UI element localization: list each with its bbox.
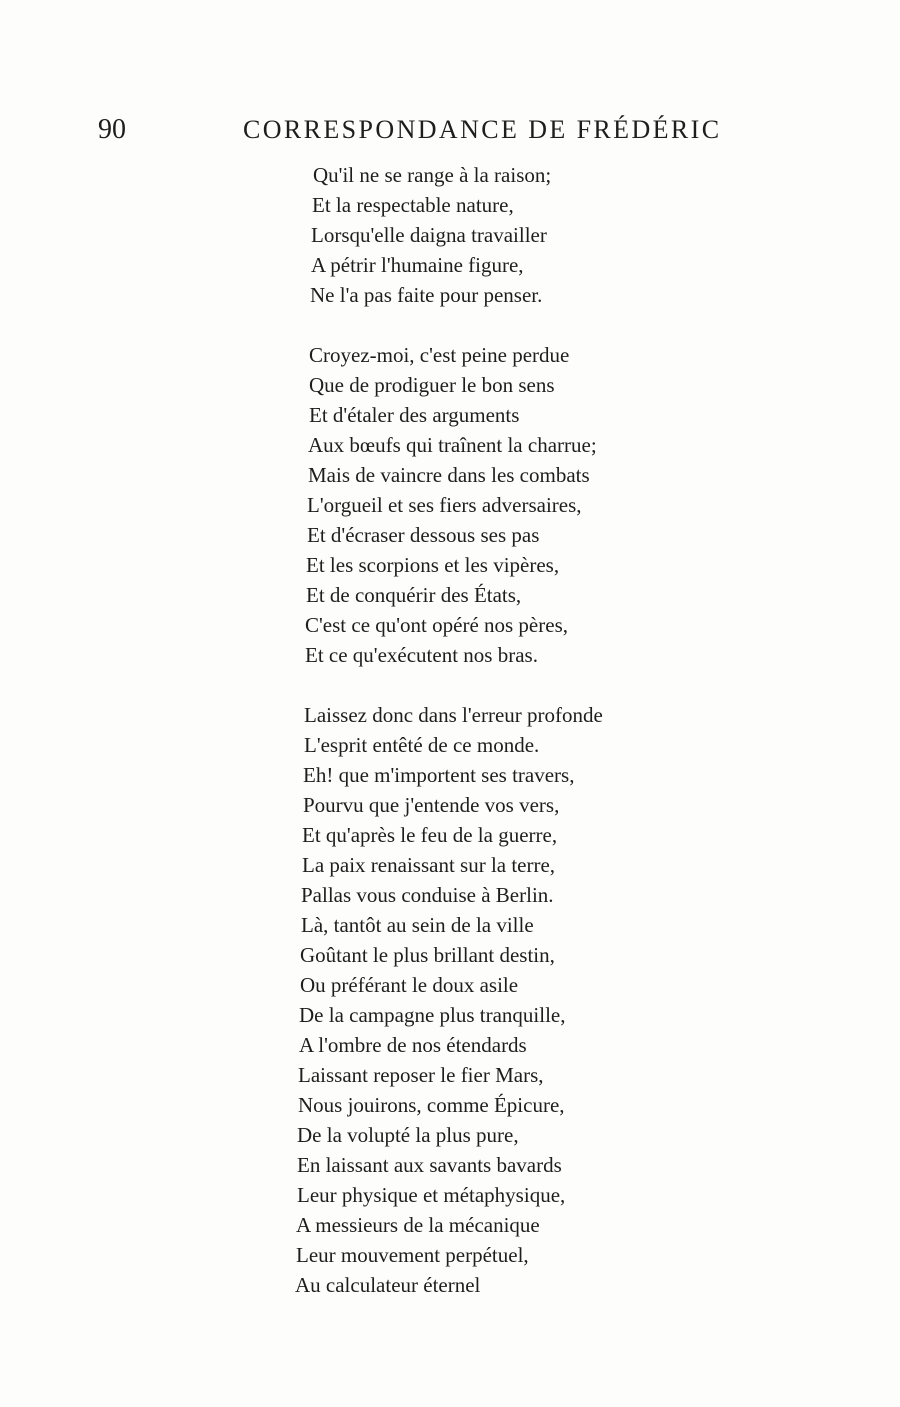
verse-line: Aux bœufs qui traînent la charrue; [308,433,597,457]
verse-line: La paix renaissant sur la terre, [302,853,556,877]
verse-line: Et la respectable nature, [312,193,514,217]
verse-line: A l'ombre de nos étendards [299,1033,527,1057]
verse-line: Eh! que m'importent ses travers, [303,763,575,787]
verse-line: Et ce qu'exécutent nos bras. [305,643,538,667]
stanza-3 [0,700,900,1300]
page-number: 90 [98,114,126,145]
verse-line: Mais de vaincre dans les combats [308,463,590,487]
verse-line: Et les scorpions et les vipères, [306,553,560,577]
stanza-1 [0,160,900,310]
verse-line: L'orgueil et ses fiers adversaires, [307,493,582,517]
verse-line: Nous jouirons, comme Épicure, [298,1093,565,1117]
poem [0,160,900,1330]
verse-line: Croyez-moi, c'est peine perdue [309,343,570,367]
verse-line: A pétrir l'humaine figure, [311,253,524,277]
verse-line: Leur mouvement perpétuel, [296,1243,529,1267]
verse-line: De la volupté la plus pure, [297,1123,519,1147]
verse-line: Ou préférant le doux asile [300,973,519,997]
verse-line: Pourvu que j'entende vos vers, [303,793,560,817]
verse-line: Et d'étaler des arguments [309,403,520,427]
verse-line: Au calculateur éternel [295,1273,481,1297]
verse-line: Leur physique et métaphysique, [297,1183,566,1207]
verse-line: Et d'écraser dessous ses pas [307,523,540,547]
verse-line: Et de conquérir des États, [306,583,522,607]
verse-line: Et qu'après le feu de la guerre, [302,823,558,847]
verse-line: Laissant reposer le fier Mars, [298,1063,544,1087]
verse-line: Goûtant le plus brillant destin, [300,943,555,967]
running-title: CORRESPONDANCE DE FRÉDÉRIC [243,115,722,144]
verse-line: Que de prodiguer le bon sens [309,373,555,397]
verse-line: Lorsqu'elle daigna travailler [311,223,547,247]
verse-line: Là, tantôt au sein de la ville [301,913,534,937]
verse-line: L'esprit entêté de ce monde. [304,733,540,757]
verse-line: Ne l'a pas faite pour penser. [310,283,543,307]
verse-line: De la campagne plus tranquille, [299,1003,566,1027]
verse-line: Laissez donc dans l'erreur profonde [304,703,603,727]
verse-line: En laissant aux savants bavards [297,1153,562,1177]
verse-line: Qu'il ne se range à la raison; [313,163,552,187]
stanza-2 [0,340,900,670]
running-head [0,112,900,148]
verse-line: Pallas vous conduise à Berlin. [301,883,554,907]
verse-line: C'est ce qu'ont opéré nos pères, [305,613,568,637]
verse-line: A messieurs de la mécanique [296,1213,540,1237]
